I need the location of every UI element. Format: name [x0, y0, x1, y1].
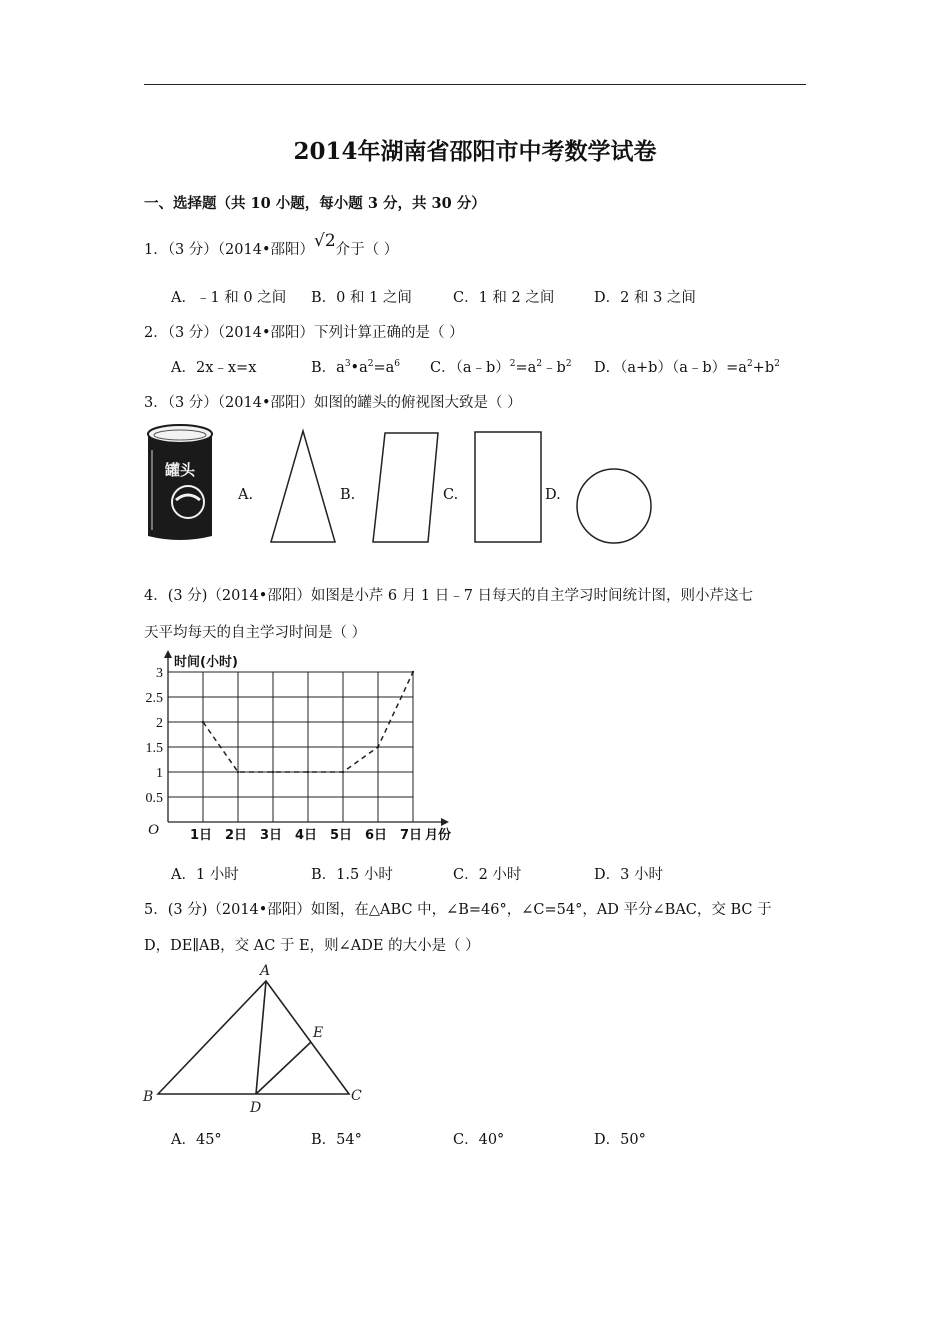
y-tick-label: 1: [156, 766, 163, 781]
q3-option-d-circle[interactable]: [574, 466, 654, 546]
can-image: [144, 420, 216, 545]
q2-c-exp1: 2: [509, 359, 516, 370]
q2-b-dot: •a: [350, 360, 368, 376]
q3-option-a-triangle[interactable]: [268, 428, 338, 546]
origin-label: O: [148, 822, 159, 838]
point-d-label: D: [250, 1100, 262, 1116]
q1-option-c[interactable]: C．1 和 2 之间: [453, 290, 555, 306]
q2-b-base: a: [336, 360, 345, 376]
header-rule: [144, 84, 806, 85]
q2-d-part2: +b: [752, 360, 775, 376]
y-tick-label: 2: [156, 716, 163, 731]
q3-option-d-label[interactable]: D.: [545, 487, 561, 503]
question-5-stem-line2: D，DE∥AB，交 AC 于 E，则∠ADE 的大小是（ ）: [144, 938, 480, 954]
q2-option-c[interactable]: [430, 356, 572, 377]
q2-c-exp2: 2: [536, 359, 543, 370]
point-c-label: C: [351, 1088, 362, 1104]
question-1-suffix: 介于（ ）: [335, 242, 399, 258]
q2-option-b[interactable]: [311, 356, 400, 377]
q2-b-exp1: 3: [344, 359, 351, 370]
x-tick-label: 5日: [329, 828, 353, 843]
q2-b-exp3: 6: [394, 359, 401, 370]
data-point: [307, 771, 309, 773]
section-heading: 一、选择题（共 10 小题，每小题 3 分，共 30 分）: [144, 195, 486, 212]
page-title: 2014年湖南省邵阳市中考数学试卷: [293, 138, 657, 165]
data-point: [202, 721, 204, 723]
q2-c-part2: =a: [515, 360, 537, 376]
data-point: [377, 746, 379, 748]
point-a-label: A: [260, 963, 271, 979]
q2-c-exp3: 2: [565, 359, 572, 370]
q1-option-b[interactable]: B．0 和 1 之间: [311, 290, 412, 306]
q2-b-eq: =a: [373, 360, 395, 376]
x-axis-arrow: [441, 818, 449, 826]
q2-c-part1: （a﹣b）: [455, 360, 510, 376]
q4-option-d[interactable]: D．3 小时: [594, 867, 663, 883]
y-tick-label: 0.5: [145, 791, 163, 806]
triangle-figure: [140, 960, 370, 1120]
q2-b-exp2: 2: [367, 359, 374, 370]
question-4-stem-line1: 4．(3 分)（2014•邵阳）如图是小芹 6 月 1 日﹣7 日每天的自主学习时间统计图，则小芹这七: [144, 588, 754, 604]
x-tick-label: 4日: [294, 828, 318, 843]
question-1-prefix: 1．（3 分）（2014•邵阳）: [144, 242, 315, 258]
q2-b-label: B．: [311, 360, 337, 376]
x-tick-label: 1日: [189, 828, 213, 843]
point-b-label: B: [143, 1089, 154, 1105]
question-3-stem: 3．（3 分）（2014•邵阳）如图的罐头的俯视图大致是（ ）: [144, 395, 522, 411]
q5-option-a[interactable]: A．45°: [171, 1132, 222, 1148]
question-4-stem-line2: 天平均每天的自主学习时间是（ ）: [144, 625, 367, 641]
q2-d-exp2: 2: [774, 359, 780, 370]
q2-d-label: D．: [594, 360, 621, 376]
q2-c-part3: ﹣b: [542, 360, 566, 376]
question-5-stem-line1: 5．(3 分)（2014•邵阳）如图，在△ABC 中，∠B=46°，∠C=54°，AD 平分∠BAC，交 BC 于: [144, 902, 772, 918]
x-axis-title: 月份: [425, 828, 452, 843]
question-2-stem: 2．（3 分）（2014•邵阳）下列计算正确的是（ ）: [144, 325, 464, 341]
y-tick-label: 2.5: [145, 691, 163, 706]
q5-option-b[interactable]: B．54°: [311, 1132, 362, 1148]
study-time-chart: [140, 644, 460, 848]
q3-option-b-label[interactable]: B.: [340, 487, 356, 503]
x-tick-label: 6日: [364, 828, 388, 843]
question-1-stem: [144, 231, 399, 259]
x-tick-label: 3日: [259, 828, 283, 843]
q3-option-c-label[interactable]: C.: [443, 487, 459, 503]
data-point: [272, 771, 274, 773]
q1-option-d[interactable]: D．2 和 3 之间: [594, 290, 696, 306]
q2-d-part1: （a+b）（a﹣b）=a: [620, 360, 747, 376]
y-axis-arrow: [164, 650, 172, 658]
data-point: [342, 771, 344, 773]
radical-expression: √2: [314, 231, 336, 251]
q5-option-c[interactable]: C．40°: [453, 1132, 505, 1148]
q4-option-b[interactable]: B．1.5 小时: [311, 867, 393, 883]
q1-option-a[interactable]: A．﹣1 和 0 之间: [171, 290, 287, 306]
y-tick-label: 3: [156, 666, 163, 681]
q4-option-c[interactable]: C．2 小时: [453, 867, 522, 883]
y-tick-label: 1.5: [145, 741, 163, 756]
data-point: [237, 771, 239, 773]
can-label: 罐头: [164, 461, 196, 479]
q5-option-d[interactable]: D．50°: [594, 1132, 646, 1148]
q3-option-c-rectangle[interactable]: [473, 430, 543, 544]
q3-option-b-parallelogram[interactable]: [370, 430, 442, 545]
segment-ad: [256, 981, 266, 1094]
q4-option-a[interactable]: A．1 小时: [171, 867, 239, 883]
q2-option-a[interactable]: A．2x﹣x=x: [171, 360, 257, 376]
q3-option-a-label[interactable]: A.: [238, 487, 254, 503]
q2-option-d[interactable]: [594, 356, 780, 377]
x-tick-label: 2日: [224, 828, 248, 843]
q2-d-exp1: 2: [746, 359, 753, 370]
point-e-label: E: [313, 1025, 324, 1041]
x-tick-label: 7日: [399, 828, 423, 843]
segment-de: [256, 1042, 311, 1094]
q2-c-label: C．: [430, 360, 456, 376]
data-point: [412, 671, 414, 673]
y-axis-title: 时间(小时): [174, 655, 238, 670]
